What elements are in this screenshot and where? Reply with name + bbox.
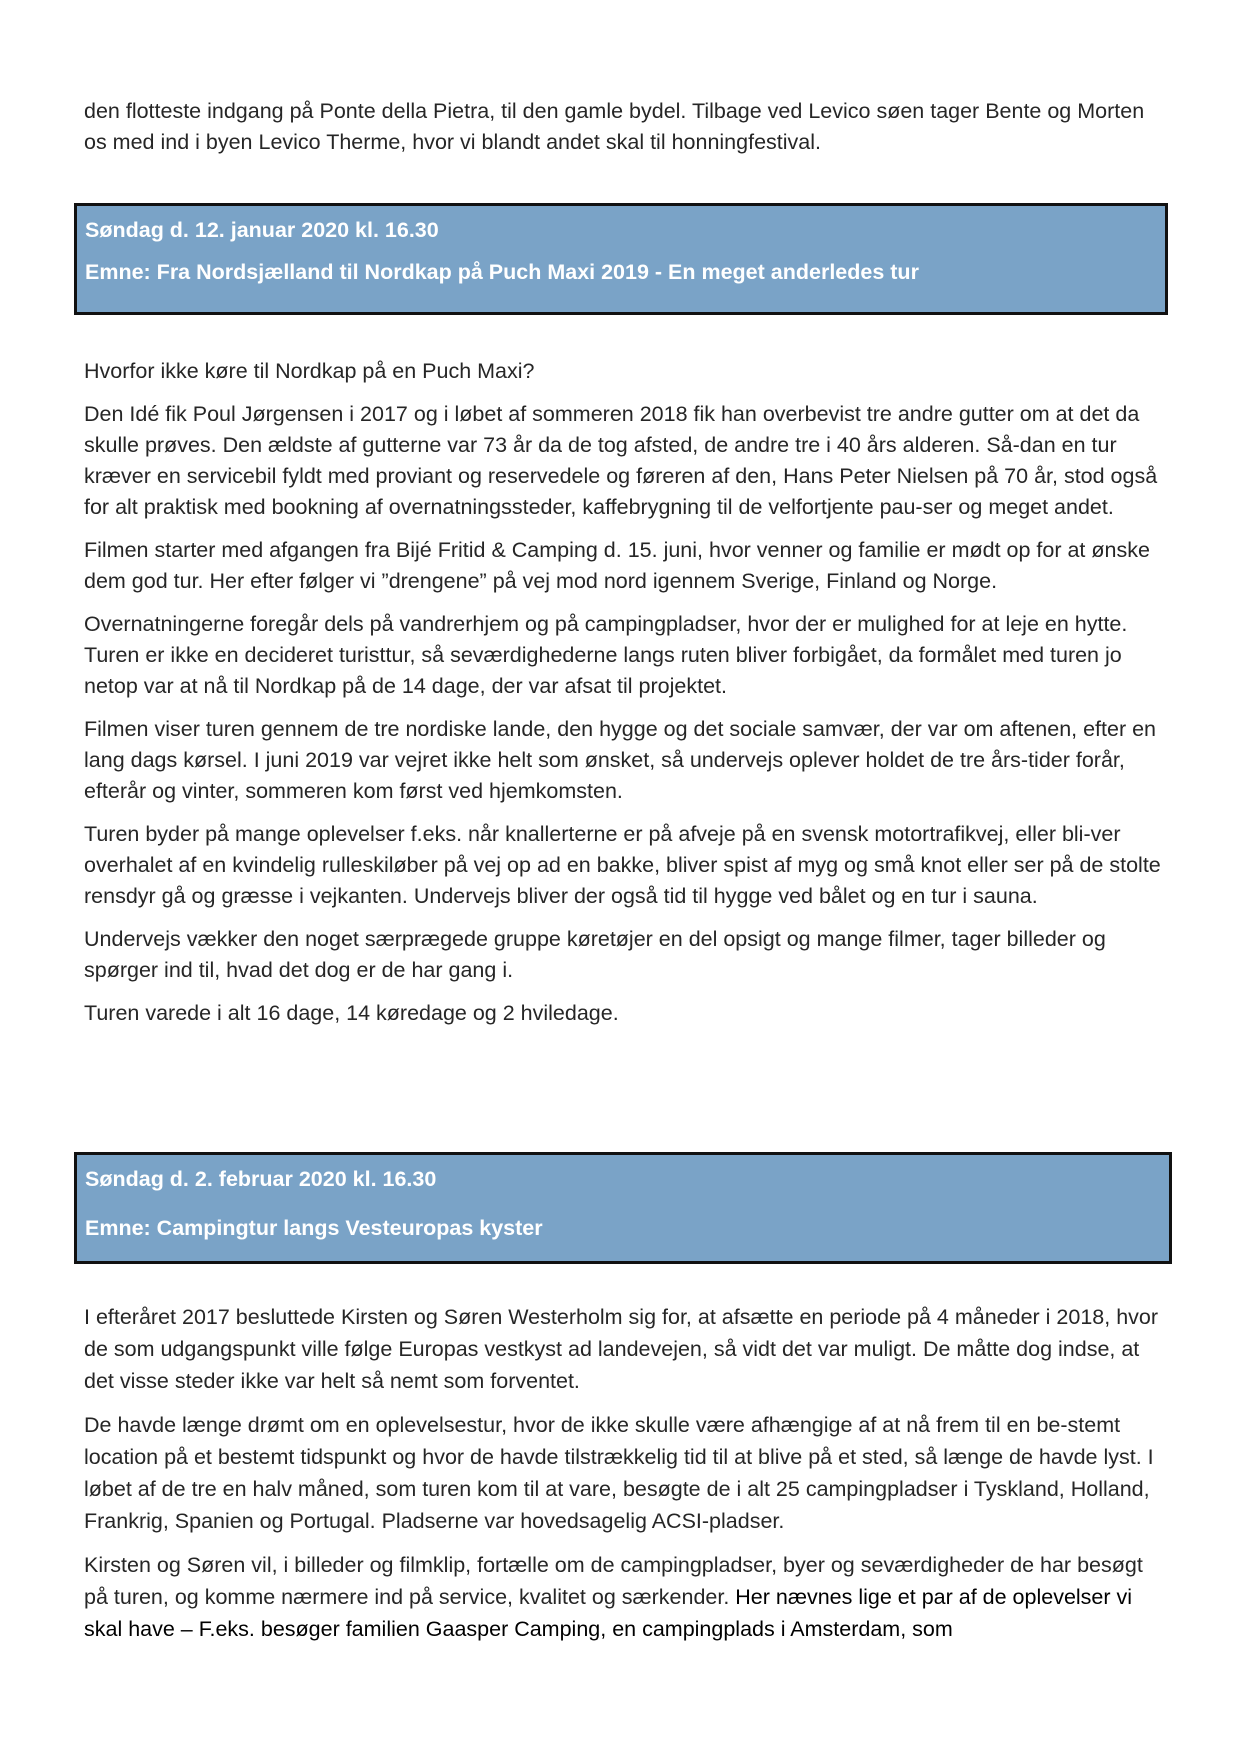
event-1-paragraph: Filmen starter med afgangen fra Bijé Fritid & Camping d. 15. juni, hvor venner og familie er mødt op for at ønske dem god tur. Her efter følger vi ”drengene” på vej mod nord igennem Sverige, Finland og Norge.: [84, 538, 1150, 593]
event-1-paragraph: Turen varede i alt 16 dage, 14 køredage og 2 hviledage.: [84, 1001, 619, 1025]
event-2-paragraph: I efteråret 2017 besluttede Kirsten og Søren Westerholm sig for, at afsætte en periode på 4 måneder i 2018, hvor de som udgangspunkt ville følge Europas vestkyst ad landevejen, så vidt det var muligt. De måtte dog indse, at det visse steder ikke var helt så nemt som forventet.: [84, 1305, 1159, 1393]
event-1-description: [84, 356, 1166, 1041]
intro-text: den flotteste indgang på Ponte della Pietra, til den gamle bydel. Tilbage ved Levico søen tager Bente og Morten os med ind i byen Levico Therme, hvor vi blandt andet skal til honningfestival.: [84, 99, 1145, 154]
event-header-box-1: [74, 203, 1168, 315]
event-1-paragraph: Filmen viser turen gennem de tre nordiske lande, den hygge og det sociale samvær, der var om aftenen, efter en lang dags kørsel. I juni 2019 var vejret ikke helt som ønsket, så undervejs oplever holdet de tre års-tider forår, efterår og vinter, sommeren kom først ved hjemkomsten.: [84, 717, 1157, 803]
event-1-paragraph: Hvorfor ikke køre til Nordkap på en Puch Maxi?: [84, 359, 535, 383]
event-2-last-start: Kirsten og Søren vil, i billeder og filmklip, fortælle om de campingpladser, byer og seværdigheder de har besøgt på turen, og komme nærmere ind på service, kvalitet og særkender.: [84, 1553, 1143, 1609]
event-1-paragraph: Overnatningerne foregår dels på vandrerhjem og på campingpladser, hvor der er mulighed for at leje en hytte. Turen er ikke en decideret turisttur, så seværdighederne langs ruten bliver forbigået, da formålet med turen jo netop var at nå til Nordkap på de 14 dage, der var afsat til projektet.: [84, 612, 1128, 698]
event-2-topic: Emne: Campingtur langs Vesteuropas kyster: [85, 1216, 543, 1240]
intro-paragraph: [84, 96, 1164, 158]
event-header-box-2: [74, 1152, 1172, 1264]
event-2-paragraph: De havde længe drømt om en oplevelsestur, hvor de ikke skulle være afhængige af at nå frem til en be-stemt location på et bestemt tidspunkt og hvor de havde tilstrækkelig tid til at blive på et sted, så længe de havde lyst. I løbet af de tre en halv måned, som turen kom til at vare, besøgte de i alt 25 campingpladser i Tyskland, Holland, Frankrig, Spanien og Portugal. Pladserne var hovedsagelig ACSI-pladser.: [84, 1413, 1154, 1533]
event-1-date: Søndag d. 12. januar 2020 kl. 16.30: [85, 218, 439, 242]
event-1-paragraph: Den Idé fik Poul Jørgensen i 2017 og i løbet af sommeren 2018 fik han overbevist tre andre gutter om at det da skulle prøves. Den ældste af gutterne var 73 år da de tog afsted, de andre tre i 40 års alderen. Så-dan en tur kræver en servicebil fyldt med proviant og reservedele og føreren af den, Hans Peter Nielsen på 70 år, stod også for alt praktisk med bookning af overnatningssteder, kaffebrygning til de velfortjente pau-ser og meget andet.: [84, 402, 1158, 519]
event-1-paragraph: Undervejs vækker den noget særprægede gruppe køretøjer en del opsigt og mange filmer, tager billeder og spørger ind til, hvad det dog er de har gang i.: [84, 927, 1106, 982]
event-2-last-end: Her nævnes lige et par af de oplevelser vi skal have – F.eks. besøger familien Gaasper Camping, en campingplads i Amsterdam, som: [84, 1585, 1133, 1641]
event-2-description: [84, 1301, 1166, 1657]
event-2-paragraph-last: [84, 1549, 1166, 1645]
event-1-paragraph: Turen byder på mange oplevelser f.eks. når knallerterne er på afveje på en svensk motortrafikvej, eller bli-ver overhalet af en kvindelig rulleskiløber på vej op ad en bakke, bliver spist af myg og små knot eller ser på de stolte rensdyr gå og græsse i vejkanten. Undervejs bliver der også tid til hygge ved bålet og en tur i sauna.: [84, 822, 1161, 908]
event-1-topic: Emne: Fra Nordsjælland til Nordkap på Puch Maxi 2019 - En meget anderledes tur: [85, 260, 919, 284]
event-2-date: Søndag d. 2. februar 2020 kl. 16.30: [85, 1167, 437, 1191]
